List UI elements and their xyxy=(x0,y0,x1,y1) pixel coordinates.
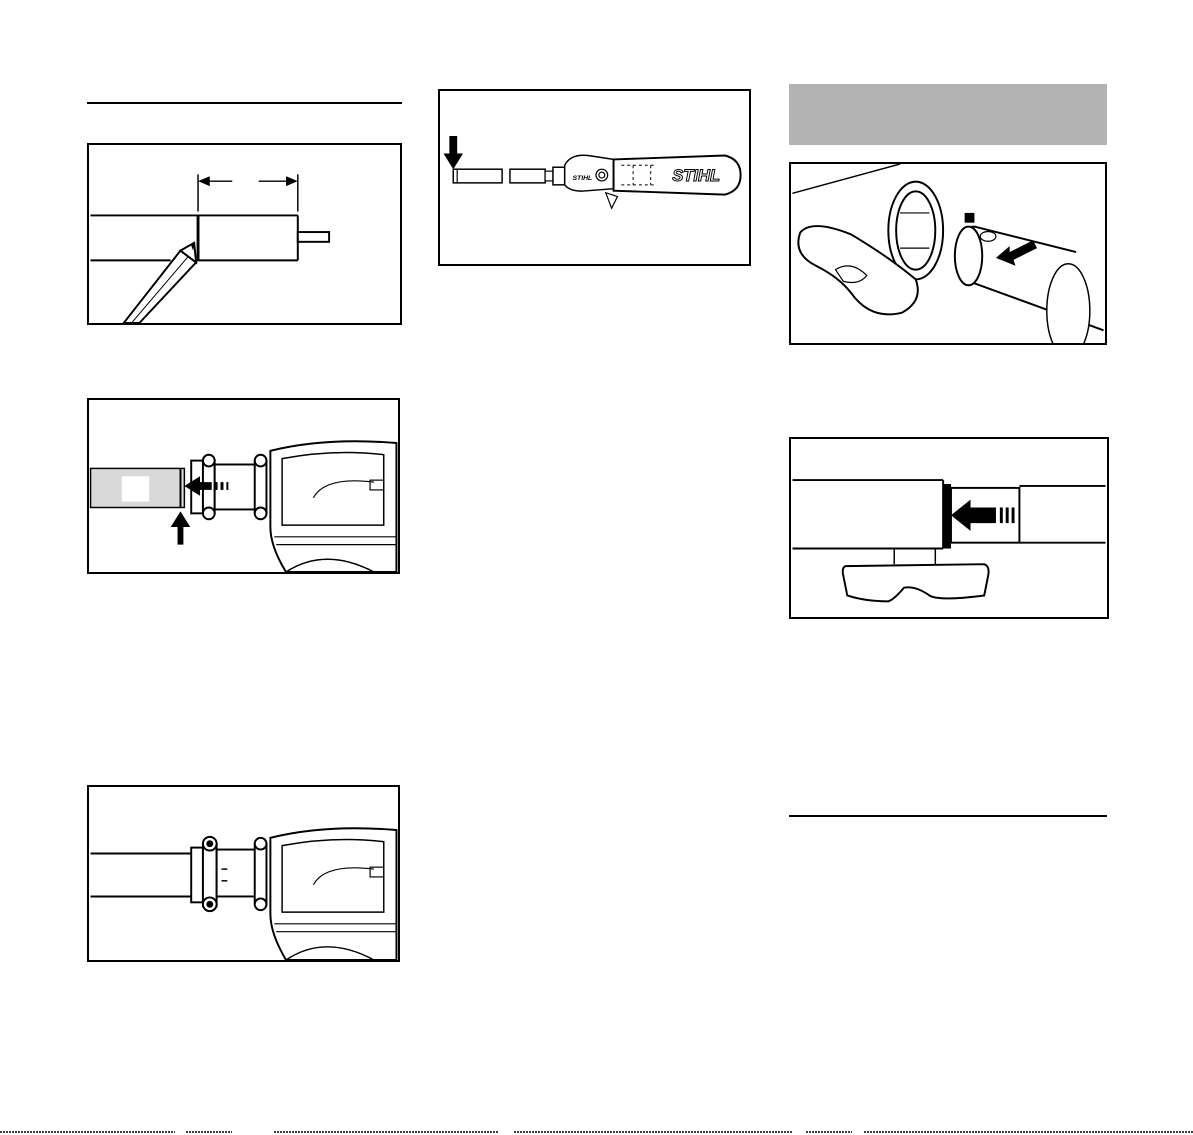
coupling-push-illustration xyxy=(791,439,1107,617)
clamp-tight-illustration xyxy=(89,787,398,960)
arrow-down-icon xyxy=(443,136,463,169)
footer-strip xyxy=(0,1129,1193,1135)
figure-coupling-push xyxy=(789,437,1109,619)
arrow-left-icon xyxy=(996,240,1037,265)
coupling-insert-illustration xyxy=(791,164,1105,343)
pole-pruner-illustration xyxy=(440,91,749,264)
figure-pole-pruner xyxy=(438,89,751,266)
clamp-arrows-illustration xyxy=(89,400,398,572)
figure-clamp-tight xyxy=(87,785,400,962)
section-rule-right xyxy=(789,815,1107,817)
brand-text: STIHL xyxy=(672,165,721,185)
brand-small-text: STIHL xyxy=(572,174,593,182)
dimension-arrow-icon xyxy=(198,176,298,186)
section-rule-left xyxy=(87,102,402,104)
figure-measure-mark xyxy=(87,143,402,325)
figure-clamp-arrows xyxy=(87,398,400,574)
arrow-up-icon xyxy=(171,511,191,544)
measure-mark-illustration xyxy=(89,145,400,323)
pencil-icon xyxy=(124,243,196,323)
section-header-bar xyxy=(789,84,1107,145)
figure-coupling-insert xyxy=(789,162,1107,345)
